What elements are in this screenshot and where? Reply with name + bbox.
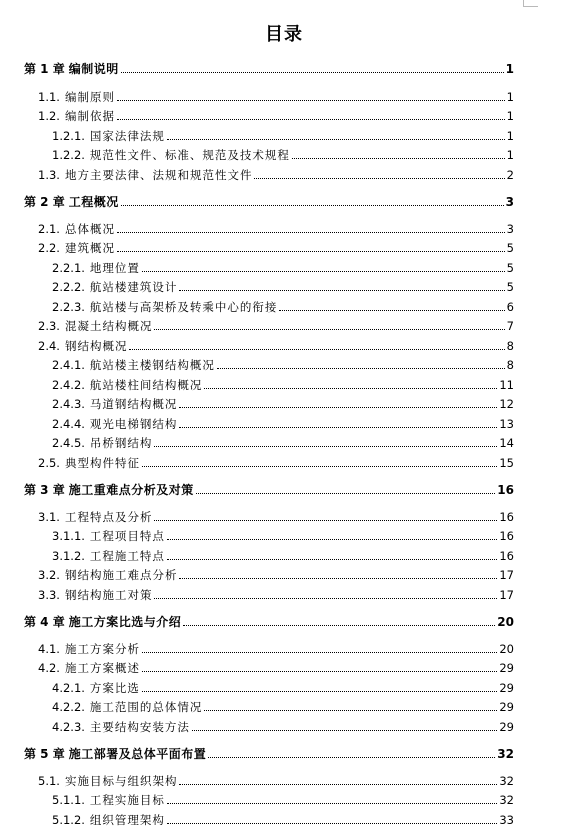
toc-entry-label: 施工部署及总体平面布置 <box>68 747 207 761</box>
toc-entry-label: 工程实施目标 <box>89 793 165 807</box>
toc-subsection-entry[interactable] <box>52 417 514 431</box>
toc-dot-leader <box>142 652 497 653</box>
toc-entry-page-number: 11 <box>499 378 514 392</box>
toc-entry-label: 钢结构施工对策 <box>64 588 153 602</box>
toc-entry-label: 主要结构安装方法 <box>89 720 190 734</box>
toc-dot-leader <box>154 520 497 521</box>
toc-entry-label: 方案比选 <box>89 681 140 695</box>
toc-entry-page-number: 16 <box>499 549 514 563</box>
toc-entry-label: 实施目标与组织架构 <box>64 774 178 788</box>
toc-subsection-entry[interactable] <box>52 397 514 411</box>
toc-dot-leader <box>167 559 497 560</box>
toc-entry-number: 第 1 章 <box>24 62 65 76</box>
toc-section-entry[interactable] <box>38 642 514 656</box>
toc-entry-number: 5.1.2. <box>52 813 85 827</box>
toc-chapter-entry[interactable] <box>24 62 514 76</box>
toc-entry-number: 第 5 章 <box>24 747 65 761</box>
toc-chapter-entry[interactable] <box>24 483 514 497</box>
toc-entry-label: 地方主要法律、法规和规范性文件 <box>64 168 253 182</box>
toc-dot-leader <box>121 72 504 73</box>
toc-entry-label: 建筑概况 <box>64 241 115 255</box>
toc-entry-page-number: 2 <box>506 168 514 182</box>
toc-dot-leader <box>142 271 505 272</box>
toc-section-entry[interactable] <box>38 510 514 524</box>
toc-entry-number: 2.4. <box>38 339 60 353</box>
toc-subsection-entry[interactable] <box>52 378 514 392</box>
toc-entry-page-number: 5 <box>506 261 514 275</box>
toc-entry-number: 2.4.3. <box>52 397 85 411</box>
toc-entry-page-number: 8 <box>506 358 514 372</box>
toc-section-entry[interactable] <box>38 588 514 602</box>
toc-entry-number: 2.2. <box>38 241 60 255</box>
toc-section-entry[interactable] <box>38 774 514 788</box>
toc-dot-leader <box>167 139 505 140</box>
toc-dot-leader <box>179 578 497 579</box>
toc-entry-page-number: 1 <box>506 148 514 162</box>
toc-section-entry[interactable] <box>38 568 514 582</box>
toc-entry-label: 钢结构概况 <box>64 339 128 353</box>
toc-dot-leader <box>196 493 496 494</box>
toc-dot-leader <box>279 310 504 311</box>
toc-entry-label: 组织管理架构 <box>89 813 165 827</box>
toc-entry-number: 1.1. <box>38 90 60 104</box>
toc-entry-page-number: 3 <box>505 195 514 209</box>
toc-entry-page-number: 32 <box>499 774 514 788</box>
toc-entry-number: 2.3. <box>38 319 60 333</box>
toc-dot-leader <box>208 757 495 758</box>
toc-entry-label: 航站楼主楼钢结构概况 <box>89 358 215 372</box>
toc-dot-leader <box>192 730 497 731</box>
toc-entry-page-number: 32 <box>497 747 514 761</box>
toc-entry-page-number: 33 <box>499 813 514 827</box>
toc-dot-leader <box>204 710 497 711</box>
toc-dot-leader <box>179 407 497 408</box>
toc-entry-label: 编制说明 <box>68 62 119 76</box>
toc-entry-label: 吊桥钢结构 <box>89 436 153 450</box>
toc-subsection-entry[interactable] <box>52 681 514 695</box>
toc-entry-page-number: 29 <box>499 681 514 695</box>
toc-subsection-entry[interactable] <box>52 700 514 714</box>
toc-entry-label: 地理位置 <box>89 261 140 275</box>
toc-entry-page-number: 20 <box>499 642 514 656</box>
toc-entry-number: 4.2.2. <box>52 700 85 714</box>
toc-entry-label: 马道钢结构概况 <box>89 397 178 411</box>
toc-entry-label: 总体概况 <box>64 222 115 236</box>
toc-entry-number: 1.2. <box>38 109 60 123</box>
toc-subsection-entry[interactable] <box>52 300 514 314</box>
toc-entry-label: 施工范围的总体情况 <box>89 700 203 714</box>
toc-entry-number: 1.2.1. <box>52 129 85 143</box>
toc-entry-label: 混凝土结构概况 <box>64 319 153 333</box>
toc-entry-number: 3.2. <box>38 568 60 582</box>
toc-dot-leader <box>117 100 505 101</box>
toc-entry-page-number: 17 <box>499 568 514 582</box>
toc-entry-label: 工程概况 <box>68 195 119 209</box>
toc-subsection-entry[interactable] <box>52 813 514 827</box>
toc-entry-label: 工程项目特点 <box>89 529 165 543</box>
toc-entry-page-number: 5 <box>506 280 514 294</box>
toc-dot-leader <box>154 446 497 447</box>
toc-chapter-entry[interactable] <box>24 747 514 761</box>
toc-section-entry[interactable] <box>38 168 514 182</box>
toc-dot-leader <box>154 598 497 599</box>
toc-entry-label: 施工方案比选与介绍 <box>68 615 182 629</box>
toc-entry-number: 3.1.1. <box>52 529 85 543</box>
toc-entry-number: 第 4 章 <box>24 615 65 629</box>
toc-dot-leader <box>204 388 497 389</box>
toc-entry-page-number: 3 <box>506 222 514 236</box>
toc-entry-label: 钢结构施工难点分析 <box>64 568 178 582</box>
toc-entry-page-number: 7 <box>506 319 514 333</box>
toc-entry-label: 航站楼建筑设计 <box>89 280 178 294</box>
toc-entry-page-number: 12 <box>499 397 514 411</box>
toc-entry-number: 2.2.2. <box>52 280 85 294</box>
toc-entry-number: 2.1. <box>38 222 60 236</box>
toc-entry-number: 3.3. <box>38 588 60 602</box>
toc-subsection-entry[interactable] <box>52 720 514 734</box>
toc-entry-number: 第 3 章 <box>24 483 65 497</box>
toc-section-entry[interactable] <box>38 319 514 333</box>
toc-subsection-entry[interactable] <box>52 529 514 543</box>
toc-entry-page-number: 13 <box>499 417 514 431</box>
toc-entry-label: 航站楼与高架桥及转乘中心的衔接 <box>89 300 278 314</box>
toc-dot-leader <box>167 823 497 824</box>
toc-entry-label: 典型构件特征 <box>64 456 140 470</box>
toc-entry-label: 工程特点及分析 <box>64 510 153 524</box>
toc-entry-label: 工程施工特点 <box>89 549 165 563</box>
toc-dot-leader <box>129 349 504 350</box>
toc-entry-number: 2.4.5. <box>52 436 85 450</box>
toc-dot-leader <box>179 784 497 785</box>
toc-section-entry[interactable] <box>38 222 514 236</box>
toc-subsection-entry[interactable] <box>52 436 514 450</box>
toc-entry-number: 2.4.1. <box>52 358 85 372</box>
toc-dot-leader <box>154 329 504 330</box>
toc-dot-leader <box>167 803 497 804</box>
toc-entry-page-number: 1 <box>506 90 514 104</box>
toc-entry-number: 2.2.3. <box>52 300 85 314</box>
toc-section-entry[interactable] <box>38 109 514 123</box>
toc-entry-page-number: 1 <box>505 62 514 76</box>
toc-section-entry[interactable] <box>38 456 514 470</box>
toc-subsection-entry[interactable] <box>52 549 514 563</box>
page-title: 目录 <box>265 24 303 45</box>
toc-entry-label: 观光电梯钢结构 <box>89 417 178 431</box>
toc-subsection-entry[interactable] <box>52 261 514 275</box>
toc-entry-number: 4.2.1. <box>52 681 85 695</box>
toc-entry-number: 1.3. <box>38 168 60 182</box>
toc-dot-leader <box>183 625 495 626</box>
toc-entry-number: 5.1.1. <box>52 793 85 807</box>
toc-dot-leader <box>179 290 504 291</box>
toc-entry-page-number: 29 <box>499 700 514 714</box>
toc-entry-number: 1.2.2. <box>52 148 85 162</box>
toc-entry-page-number: 15 <box>499 456 514 470</box>
toc-entry-number: 4.2. <box>38 661 60 675</box>
toc-entry-label: 施工重难点分析及对策 <box>68 483 194 497</box>
toc-dot-leader <box>142 466 497 467</box>
toc-entry-number: 4.1. <box>38 642 60 656</box>
toc-entry-label: 航站楼柱间结构概况 <box>89 378 203 392</box>
toc-entry-number: 5.1. <box>38 774 60 788</box>
toc-section-entry[interactable] <box>38 661 514 675</box>
toc-dot-leader <box>142 691 497 692</box>
toc-entry-label: 施工方案概述 <box>64 661 140 675</box>
toc-chapter-entry[interactable] <box>24 615 514 629</box>
toc-entry-page-number: 6 <box>506 300 514 314</box>
toc-entry-label: 国家法律法规 <box>89 129 165 143</box>
toc-dot-leader <box>167 539 497 540</box>
toc-subsection-entry[interactable] <box>52 148 514 162</box>
toc-entry-page-number: 5 <box>506 241 514 255</box>
toc-entry-label: 编制依据 <box>64 109 115 123</box>
toc-entry-page-number: 29 <box>499 720 514 734</box>
toc-entry-label: 规范性文件、标准、规范及技术规程 <box>89 148 290 162</box>
toc-entry-page-number: 8 <box>506 339 514 353</box>
toc-dot-leader <box>117 119 505 120</box>
toc-entry-page-number: 16 <box>499 529 514 543</box>
toc-entry-number: 3.1. <box>38 510 60 524</box>
toc-entry-number: 2.2.1. <box>52 261 85 275</box>
toc-dot-leader <box>117 251 505 252</box>
toc-entry-page-number: 1 <box>506 129 514 143</box>
toc-entry-label: 编制原则 <box>64 90 115 104</box>
toc-subsection-entry[interactable] <box>52 129 514 143</box>
toc-dot-leader <box>179 427 497 428</box>
toc-entry-number: 2.5. <box>38 456 60 470</box>
toc-entry-page-number: 16 <box>499 510 514 524</box>
toc-dot-leader <box>217 368 505 369</box>
toc-section-entry[interactable] <box>38 339 514 353</box>
toc-entry-number: 2.4.4. <box>52 417 85 431</box>
toc-entry-page-number: 16 <box>497 483 514 497</box>
toc-entry-page-number: 32 <box>499 793 514 807</box>
toc-dot-leader <box>121 205 504 206</box>
toc-entry-page-number: 20 <box>497 615 514 629</box>
toc-entry-number: 第 2 章 <box>24 195 65 209</box>
page-corner-mark <box>523 0 538 7</box>
toc-section-entry[interactable] <box>38 241 514 255</box>
toc-entry-number: 3.1.2. <box>52 549 85 563</box>
toc-entry-page-number: 17 <box>499 588 514 602</box>
toc-entry-page-number: 29 <box>499 661 514 675</box>
toc-entry-page-number: 1 <box>506 109 514 123</box>
toc-subsection-entry[interactable] <box>52 280 514 294</box>
toc-entry-number: 2.4.2. <box>52 378 85 392</box>
toc-dot-leader <box>117 232 505 233</box>
toc-dot-leader <box>292 158 505 159</box>
toc-subsection-entry[interactable] <box>52 358 514 372</box>
toc-entry-label: 施工方案分析 <box>64 642 140 656</box>
toc-entry-page-number: 14 <box>499 436 514 450</box>
toc-chapter-entry[interactable] <box>24 195 514 209</box>
toc-subsection-entry[interactable] <box>52 793 514 807</box>
toc-section-entry[interactable] <box>38 90 514 104</box>
toc-entry-number: 4.2.3. <box>52 720 85 734</box>
toc-dot-leader <box>254 178 504 179</box>
toc-dot-leader <box>142 671 497 672</box>
